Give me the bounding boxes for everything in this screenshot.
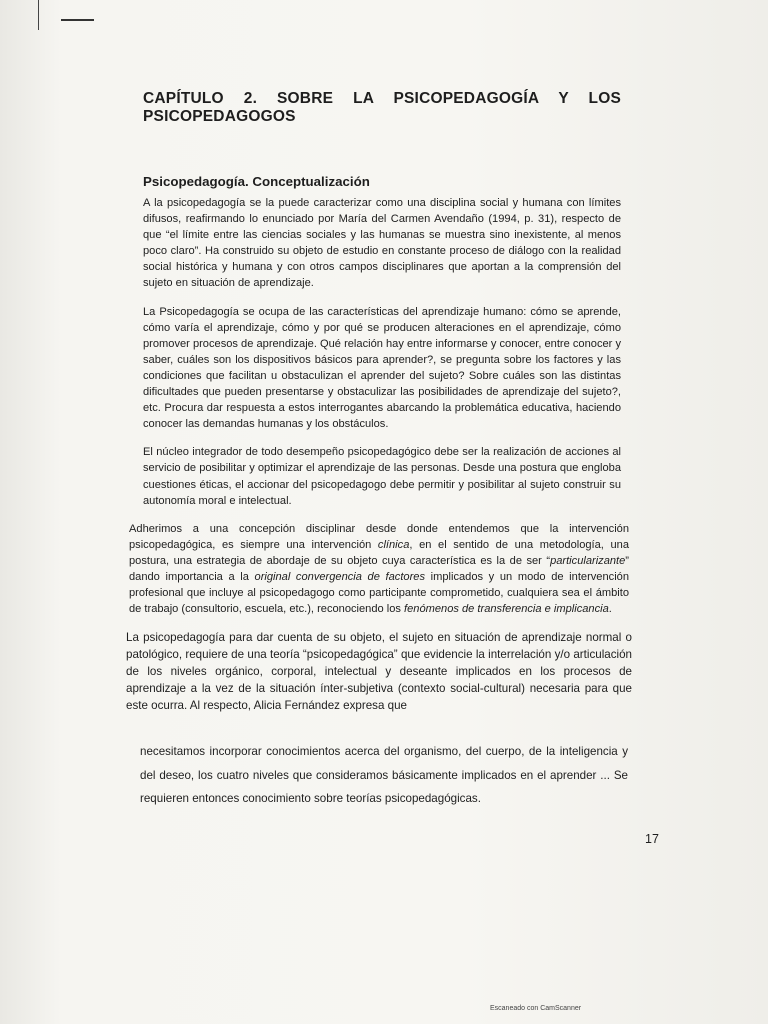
paragraph-1: A la psicopedagogía se la puede caracterizar como una disciplina social y humana con límites difusos, reafirmando lo enunciado por María del Carmen Avendaño (1994, p. 31), respecto de que “el límite entre las ciencias sociales y las humanas se muestra sino inexistente, al menos poco claro”. Ha construido su objeto de estudio en constante proceso de diálogo con la realidad social histórica y humana y con otros campos disciplinares que aportan a la comprensión del sujeto en situación de aprendizaje. (143, 197, 621, 290)
paragraph-4-italic-fenomenos: fenómenos de transferencia e implicancia (404, 603, 609, 616)
page-content (126, 90, 632, 726)
scan-edge-line (38, 0, 39, 30)
chapter-title: CAPÍTULO 2. SOBRE LA PSICOPEDAGOGÍA Y LOS PSICOPEDAGOGOS (143, 90, 621, 125)
scan-dash-mark (61, 19, 94, 21)
paragraph-4 (129, 521, 629, 618)
paragraph-4-text-c: , en el sentido de una metodología, una postura, una estrategia de abordaje de su objeto cuya característica es la de ser “ (129, 538, 629, 567)
paragraph-2: La Psicopedagogía se ocupa de las características del aprendizaje humano: cómo se aprende, cómo varía el aprendizaje, cómo y por qué se producen alteraciones en el aprendizaje, cómo promover procesos de aprendizaje. Qué relación hay entre informarse y conocer, entre conocer y saber, cuáles son los dispositivos básicos para aprender?, se pregunta sobre los factores y las condiciones que facilitan u obstaculizan el aprender del sujeto? Sobre cuáles son las distintas dificultades que pueden presentarse y obstaculizar las posibilidades de aprendizaje del sujeto?, etc. Procura dar respuesta a estos interrogantes abarcando la problemática educativa, haciendo conocer las demandas humanas y los obstáculos. (143, 305, 621, 431)
page-number: 17 (645, 832, 659, 846)
scanner-watermark: Escaneado con CamScanner (490, 1005, 582, 1012)
paragraph-4-text-e: ” dando importancia a la (129, 554, 629, 583)
section-heading: Psicopedagogía. Conceptualización (143, 174, 370, 189)
paragraph-4-italic-convergencia: original convergencia de factores (254, 570, 425, 583)
paragraph-4-text-g: implicados y un modo de intervención profesional que incluye al psicopedagogo como participante comprometido, cualquiera sea el ámbito de trabajo (consultorio, escuela, etc.), reconociendo los (129, 570, 629, 616)
paragraph-4-text-a: Adherimos a una concepción disciplinar desde donde entendemos que la intervención psicopedagógica, es siempre una intervención (129, 522, 629, 551)
paragraph-4-italic-particularizante: particularizante (550, 554, 626, 567)
paragraph-4-italic-clinica: clínica (377, 538, 410, 551)
paragraph-3: El núcleo integrador de todo desempeño psicopedagógico debe ser la realización de acciones al servicio de posibilitar y optimizar el aprendizaje de las personas. Desde una postura que engloba cuestiones éticas, el accionar del psicopedagogo debe permitir y posibilitar al sujeto construir su autonomía moral e intelectual. (143, 446, 621, 507)
paragraph-5: La psicopedagogía para dar cuenta de su objeto, el sujeto en situación de aprendizaje normal o patológico, requiere de una teoría “psicopedagógica” que evidencie la interrelación y/o articulación de los niveles orgánico, corporal, intelectual y deseante implicados en los procesos de aprendizaje a la vez de la situación ínter-subjetiva (contexto social-cultural) necesaria para que este ocurra. Al respecto, Alicia Fernández expresa que (126, 631, 632, 713)
paragraph-4-text-i: . (608, 603, 612, 616)
block-quote: necesitamos incorporar conocimientos acerca del organismo, del cuerpo, de la inteligencia y del deseo, los cuatro niveles que consideramos básicamente implicados en el aprender ... Se requieren entonces conocimiento sobre teorías psicopedagógicas. (140, 745, 628, 805)
